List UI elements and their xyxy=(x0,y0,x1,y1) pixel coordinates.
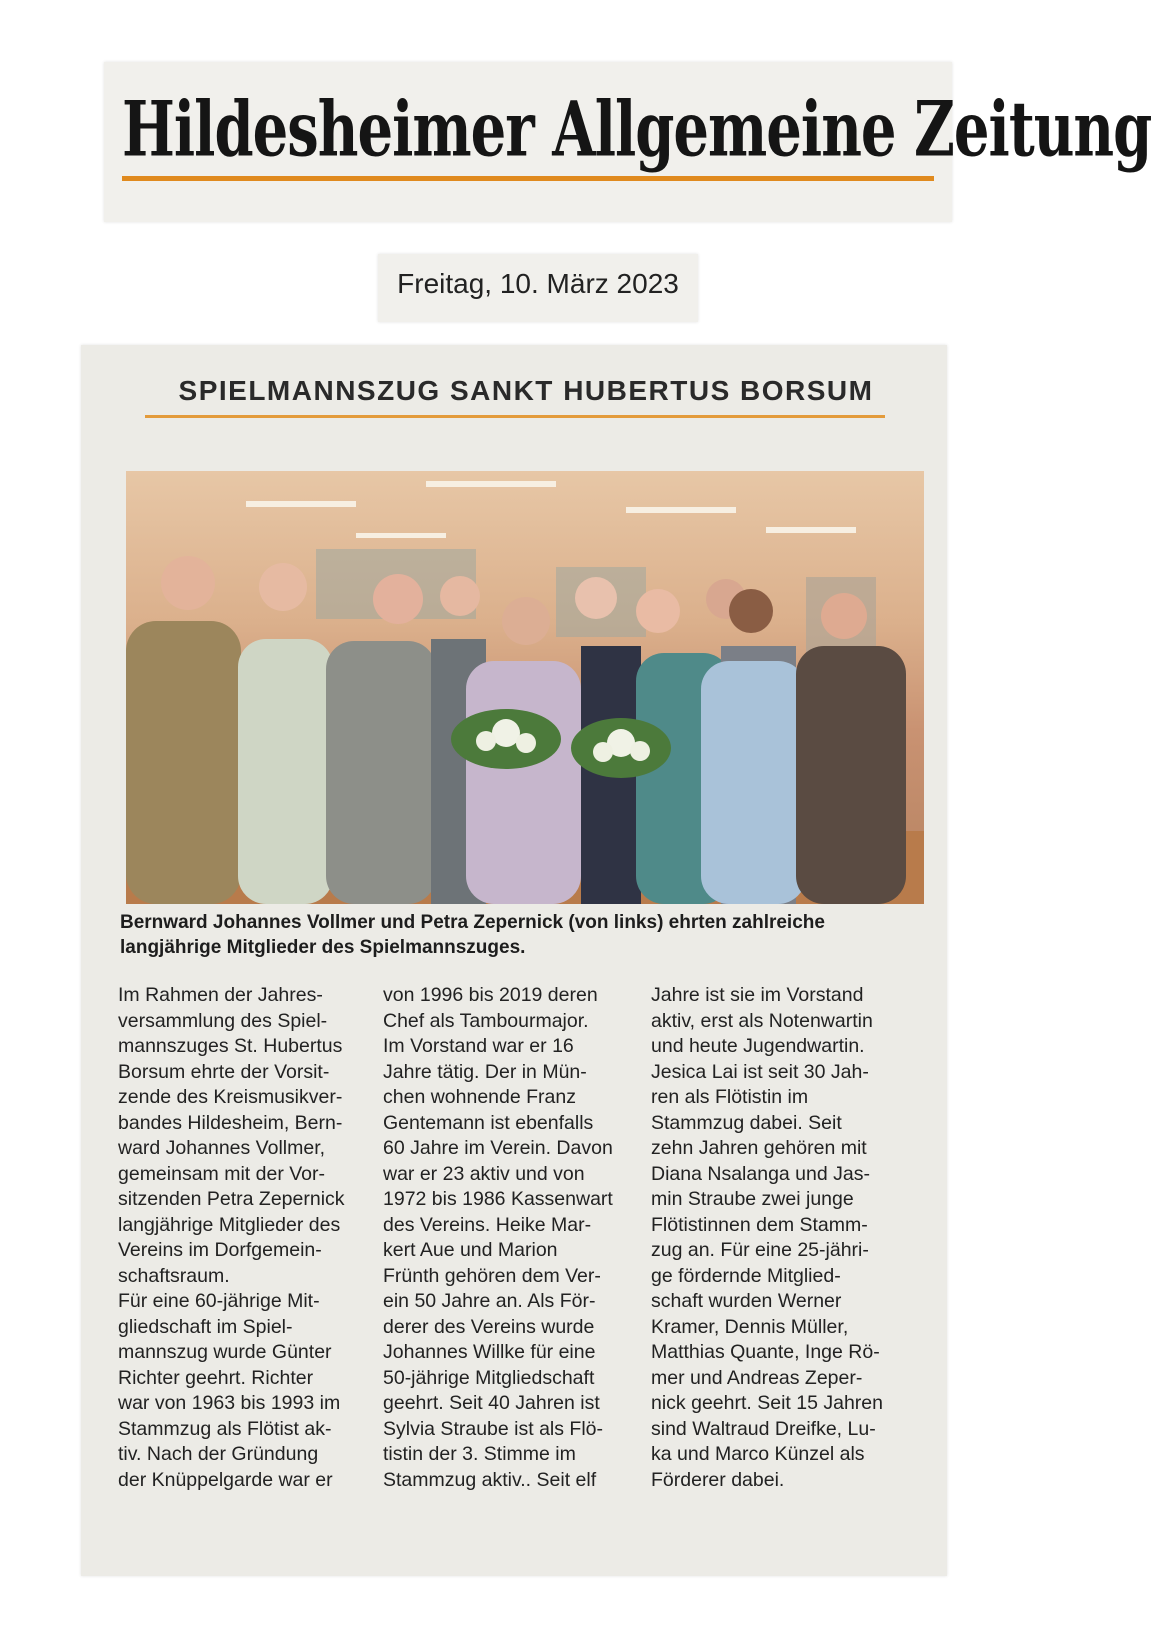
article-text-line: ward Johannes Vollmer, xyxy=(118,1137,326,1159)
article-text-line: tistin der 3. Stimme im xyxy=(383,1443,576,1465)
article-text-line: bandes Hildesheim, Bern- xyxy=(118,1111,343,1134)
article-text-line: versammlung des Spiel- xyxy=(118,1009,328,1032)
article-text-line: Stammzug aktiv.. Seit elf xyxy=(383,1468,597,1491)
newspaper-title: Hildesheimer Allgemeine Zeitung xyxy=(122,85,1151,175)
masthead-rule xyxy=(122,176,934,181)
article-text-line: des Vereins. Heike Mar- xyxy=(383,1213,592,1236)
article-text-line: mannszuges St. Hubertus xyxy=(118,1035,343,1057)
article-text-line: Borsum ehrte der Vorsit- xyxy=(118,1060,330,1083)
group-photo-illustration xyxy=(126,471,924,904)
article-text-line: langjährige Mitglieder des xyxy=(118,1213,341,1236)
article-text-line: sitzenden Petra Zepernick xyxy=(118,1188,345,1210)
article-text-line: gliedschaft im Spiel- xyxy=(118,1315,293,1338)
article-text-line: kert Aue und Marion xyxy=(383,1239,558,1261)
article-text-line: Stammzug dabei. Seit xyxy=(651,1111,842,1134)
article-text-line: Für eine 60-jährige Mit- xyxy=(118,1290,320,1312)
article-text-line: Chef als Tambourmajor. xyxy=(383,1009,589,1032)
article-text-line: ka und Marco Künzel als xyxy=(651,1443,865,1465)
article-text-line: 1972 bis 1986 Kassenwart xyxy=(383,1188,613,1210)
article-column-3 xyxy=(651,983,895,1493)
article-text-line: geehrt. Seit 40 Jahren ist xyxy=(383,1392,600,1414)
headline-rule xyxy=(145,415,885,418)
article-text-line: Frünth gehören dem Ver- xyxy=(383,1264,601,1287)
article-text-line: ge fördernde Mitglied- xyxy=(651,1264,841,1287)
article-text-line: Im Rahmen der Jahres- xyxy=(118,984,323,1006)
article-text-line: derer des Vereins wurde xyxy=(383,1315,595,1338)
article-text-line: nick geehrt. Seit 15 Jahren xyxy=(651,1392,883,1414)
article-text-line: mannszug wurde Günter xyxy=(118,1341,332,1363)
article-text-line: Richter geehrt. Richter xyxy=(118,1366,314,1389)
article-text-line: Kramer, Dennis Müller, xyxy=(651,1315,849,1338)
article-text-line: und heute Jugendwartin. xyxy=(651,1035,865,1057)
article-text-line: min Straube zwei junge xyxy=(651,1188,854,1210)
article-text-line: chen wohnende Franz xyxy=(383,1086,576,1108)
article-text-line: zehn Jahren gehören mit xyxy=(651,1137,867,1159)
article-text-line: aktiv, erst als Notenwartin xyxy=(651,1009,873,1032)
article-text-line: Gentemann ist ebenfalls xyxy=(383,1111,594,1134)
article-text-line: Jahre ist sie im Vorstand xyxy=(651,984,864,1006)
article-text-line: zug an. Für eine 25-jähri- xyxy=(651,1239,869,1261)
publication-date: Freitag, 10. März 2023 xyxy=(397,268,679,299)
article-text-line: Jahre tätig. Der in Mün- xyxy=(383,1060,587,1083)
article-text-line: Diana Nsalanga und Jas- xyxy=(651,1162,870,1185)
article-clipping xyxy=(81,345,947,1576)
article-text-line: ren als Flötistin im xyxy=(651,1086,809,1108)
article-column-1 xyxy=(118,983,362,1493)
article-text-line: gemeinsam mit der Vor- xyxy=(118,1162,325,1185)
article-text-line: ein 50 Jahre an. Als För- xyxy=(383,1290,596,1312)
article-text-line: Matthias Quante, Inge Rö- xyxy=(651,1341,880,1363)
article-text-line: Im Vorstand war er 16 xyxy=(383,1035,574,1057)
article-text-line: Flötistinnen dem Stamm- xyxy=(651,1213,868,1236)
article-text-line: schaftsraum. xyxy=(118,1264,230,1287)
caption-line: langjährige Mitglieder des Spielmannszuges. xyxy=(120,937,526,958)
date-clipping xyxy=(378,254,698,322)
photo-caption xyxy=(120,910,920,960)
article-text-line: schaft wurden Werner xyxy=(651,1290,842,1312)
article-text-line: 60 Jahre im Verein. Davon xyxy=(383,1137,613,1159)
caption-line: Bernward Johannes Vollmer und Petra Zepernick (von links) ehrten zahlreiche xyxy=(120,912,825,933)
article-headline: SPIELMANNSZUG SANKT HUBERTUS BORSUM xyxy=(178,375,874,406)
article-column-2 xyxy=(383,983,627,1493)
masthead-clipping xyxy=(104,62,1151,222)
article-text-line: mer und Andreas Zeper- xyxy=(651,1366,863,1389)
article-text-line: war er 23 aktiv und von xyxy=(383,1162,585,1185)
article-text-line: der Knüppelgarde war er xyxy=(118,1468,333,1491)
article-text-line: Förderer dabei. xyxy=(651,1468,785,1491)
article-text-line: Jesica Lai ist seit 30 Jah- xyxy=(651,1060,869,1083)
article-text-line: war von 1963 bis 1993 im xyxy=(118,1392,341,1414)
article-text-line: Johannes Willke für eine xyxy=(383,1341,596,1363)
article-text-line: Stammzug als Flötist ak- xyxy=(118,1417,332,1440)
group-photo xyxy=(126,471,924,904)
article-text-line: 50-jährige Mitgliedschaft xyxy=(383,1366,595,1389)
article-text-line: zende des Kreismusikver- xyxy=(118,1086,343,1108)
article-text-line: Sylvia Straube ist als Flö- xyxy=(383,1417,603,1440)
article-text-line: tiv. Nach der Gründung xyxy=(118,1443,319,1465)
article-text-line: von 1996 bis 2019 deren xyxy=(383,984,598,1006)
article-text-line: sind Waltraud Dreifke, Lu- xyxy=(651,1417,876,1440)
article-text-line: Vereins im Dorfgemein- xyxy=(118,1239,322,1261)
